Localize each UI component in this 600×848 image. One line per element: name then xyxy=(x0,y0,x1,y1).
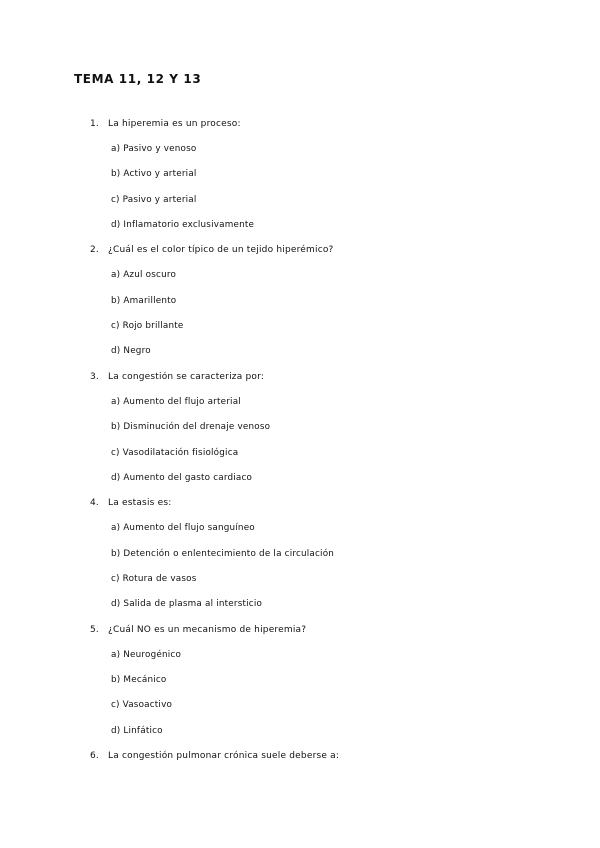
question-number: 3. xyxy=(90,371,99,382)
question-item xyxy=(90,743,570,768)
answer-option: d) Inflamatorio exclusivamente xyxy=(111,219,255,230)
answer-options xyxy=(90,516,570,617)
question-line xyxy=(90,617,570,642)
answer-option: d) Negro xyxy=(111,346,151,357)
question-text: La estasis es: xyxy=(108,498,172,509)
question-item xyxy=(90,490,570,616)
answer-option: a) Azul oscuro xyxy=(111,270,177,281)
answer-option: a) Pasivo y venoso xyxy=(111,143,197,154)
answer-options xyxy=(90,263,570,364)
question-text: La hiperemia es un proceso: xyxy=(108,118,241,129)
question-line xyxy=(90,743,570,768)
answer-option: d) Salida de plasma al intersticio xyxy=(111,599,263,610)
answer-option: a) Aumento del flujo arterial xyxy=(111,396,241,407)
question-line xyxy=(90,111,570,136)
answer-option: c) Pasivo y arterial xyxy=(111,194,197,205)
question-line xyxy=(90,237,570,262)
question-text: ¿Cuál es el color típico de un tejido hiperémico? xyxy=(108,245,334,256)
answer-options xyxy=(90,136,570,237)
question-number: 1. xyxy=(90,118,99,129)
question-item xyxy=(90,617,570,743)
answer-option: c) Rotura de vasos xyxy=(111,573,197,584)
question-item xyxy=(90,364,570,490)
answer-option: a) Neurogénico xyxy=(111,649,182,660)
question-number: 2. xyxy=(90,245,99,256)
answer-option: d) Aumento del gasto cardiaco xyxy=(111,472,253,483)
answer-option: c) Vasoactivo xyxy=(111,700,173,711)
question-text: La congestión pulmonar crónica suele deberse a: xyxy=(108,751,340,762)
answer-option: d) Linfático xyxy=(111,725,163,736)
answer-option: b) Activo y arterial xyxy=(111,169,197,180)
answer-option: b) Disminución del drenaje venoso xyxy=(111,422,271,433)
question-number: 4. xyxy=(90,498,99,509)
answer-option: b) Amarillento xyxy=(111,295,177,306)
question-number: 5. xyxy=(90,624,99,635)
answer-option: c) Vasodilatación fisiológica xyxy=(111,447,239,458)
answer-option: b) Detención o enlentecimiento de la circulación xyxy=(111,548,335,559)
question-list xyxy=(90,111,570,769)
question-text: ¿Cuál NO es un mecanismo de hiperemia? xyxy=(108,624,307,635)
answer-option: c) Rojo brillante xyxy=(111,321,184,332)
answer-options xyxy=(90,642,570,743)
question-line xyxy=(90,364,570,389)
question-number: 6. xyxy=(90,751,99,762)
question-line xyxy=(90,490,570,515)
question-text: La congestión se caracteriza por: xyxy=(108,371,265,382)
question-item xyxy=(90,111,570,237)
document-title: TEMA 11, 12 Y 13 xyxy=(74,72,202,86)
answer-option: b) Mecánico xyxy=(111,675,167,686)
question-item xyxy=(90,237,570,363)
answer-option: a) Aumento del flujo sanguíneo xyxy=(111,523,255,534)
answer-options xyxy=(90,389,570,490)
